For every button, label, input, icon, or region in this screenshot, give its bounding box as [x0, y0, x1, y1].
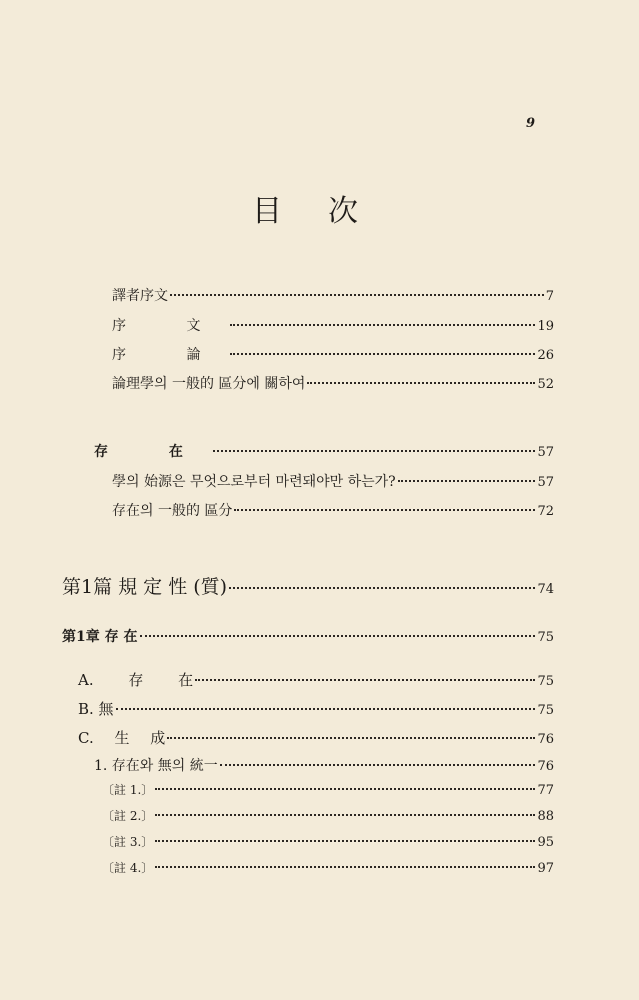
dot-leader: [220, 764, 536, 766]
toc-entry-note-4[interactable]: [102, 859, 554, 876]
toc-entry-label: 序 文: [112, 318, 229, 334]
title-char-1: 目: [252, 194, 282, 229]
toc-entry-page: 57: [537, 475, 554, 490]
dot-leader: [229, 587, 535, 589]
dot-leader: [155, 814, 535, 816]
toc-entry-unity-of-being-and-nothing[interactable]: [94, 755, 554, 775]
toc-entry-label: 序 論: [112, 347, 229, 363]
title-char-2: 次: [328, 194, 358, 229]
dot-leader: [398, 480, 536, 482]
toc-entry-label: 〔註 1.〕: [102, 783, 154, 797]
toc-entry-page: 7: [545, 289, 554, 304]
toc-entry-label: 學의 始源은 무엇으로부터 마련돼야만 하는가?: [112, 474, 396, 490]
toc-entry-page: 52: [537, 377, 554, 392]
toc-entry-note-2[interactable]: [102, 807, 554, 824]
toc-entry-label: A. 存 在: [78, 671, 194, 689]
toc-entry-label: 存 在: [94, 444, 211, 460]
toc-entry-page: 75: [537, 674, 554, 689]
toc-entry-page: 74: [537, 582, 554, 597]
toc-entry-label: 第1篇 規 定 性 (質): [62, 576, 228, 598]
dot-leader: [116, 708, 536, 710]
toc-entry-label: 論理學의 一般的 區分에 關하여: [112, 376, 306, 392]
toc-entry-page: 76: [537, 732, 554, 747]
toc-entry-c-becoming[interactable]: [78, 727, 554, 748]
toc-entry-label: 1. 存在와 無의 統一: [94, 758, 218, 774]
dot-leader: [230, 353, 535, 355]
toc-entry-label: 存在의 一般的 區分: [112, 503, 233, 519]
toc-entry-preface[interactable]: [112, 315, 554, 335]
dot-leader: [155, 840, 535, 842]
toc-entry-label: 〔註 3.〕: [102, 835, 154, 849]
toc-entry-label: 譯者序文: [112, 288, 168, 304]
toc-entry-page: 97: [537, 861, 554, 876]
toc-entry-page: 57: [537, 445, 554, 460]
dot-leader: [140, 635, 536, 637]
toc-entry-page: 76: [537, 759, 554, 774]
toc-entry-a-being[interactable]: [78, 669, 554, 690]
dot-leader: [195, 679, 535, 681]
dot-leader: [155, 866, 535, 868]
toc-entry-chapter-1[interactable]: [62, 626, 554, 646]
toc-entry-general-division-of-being[interactable]: [112, 500, 554, 520]
toc-entry-translator-preface[interactable]: [112, 285, 554, 305]
toc-entry-page: 75: [537, 703, 554, 718]
toc-entry-note-1[interactable]: [102, 781, 554, 798]
dot-leader: [155, 788, 535, 790]
dot-leader: [230, 324, 535, 326]
dot-leader: [307, 382, 535, 384]
toc-entry-note-3[interactable]: [102, 833, 554, 850]
toc-entry-page: 19: [537, 319, 554, 334]
dot-leader: [234, 509, 535, 511]
toc-entry-being-section[interactable]: [94, 441, 554, 461]
toc-entry-page: 88: [537, 809, 554, 824]
dot-leader: [167, 737, 535, 739]
toc-entry-page: 72: [537, 504, 554, 519]
toc-entry-page: 95: [537, 835, 554, 850]
page-title: [252, 186, 358, 230]
toc-entry-label: 〔註 4.〕: [102, 861, 154, 875]
toc-entry-label: 第1章 存 在: [62, 629, 138, 645]
toc-entry-page: 26: [537, 348, 554, 363]
toc-entry-label: B. 無: [78, 700, 114, 718]
toc-entry-introduction[interactable]: [112, 344, 554, 364]
dot-leader: [213, 450, 536, 452]
toc-entry-page: 77: [537, 783, 554, 798]
page-number: 9: [526, 116, 536, 131]
toc-entry-label: C. 生 成: [78, 729, 166, 747]
dot-leader: [170, 294, 544, 296]
toc-entry-label: 〔註 2.〕: [102, 809, 154, 823]
toc-entry-part-1[interactable]: [62, 572, 554, 599]
toc-entry-beginning-of-science[interactable]: [112, 471, 554, 491]
toc-entry-page: 75: [537, 630, 554, 645]
toc-entry-b-nothing[interactable]: [78, 698, 554, 719]
toc-entry-logic-division[interactable]: [112, 373, 554, 393]
